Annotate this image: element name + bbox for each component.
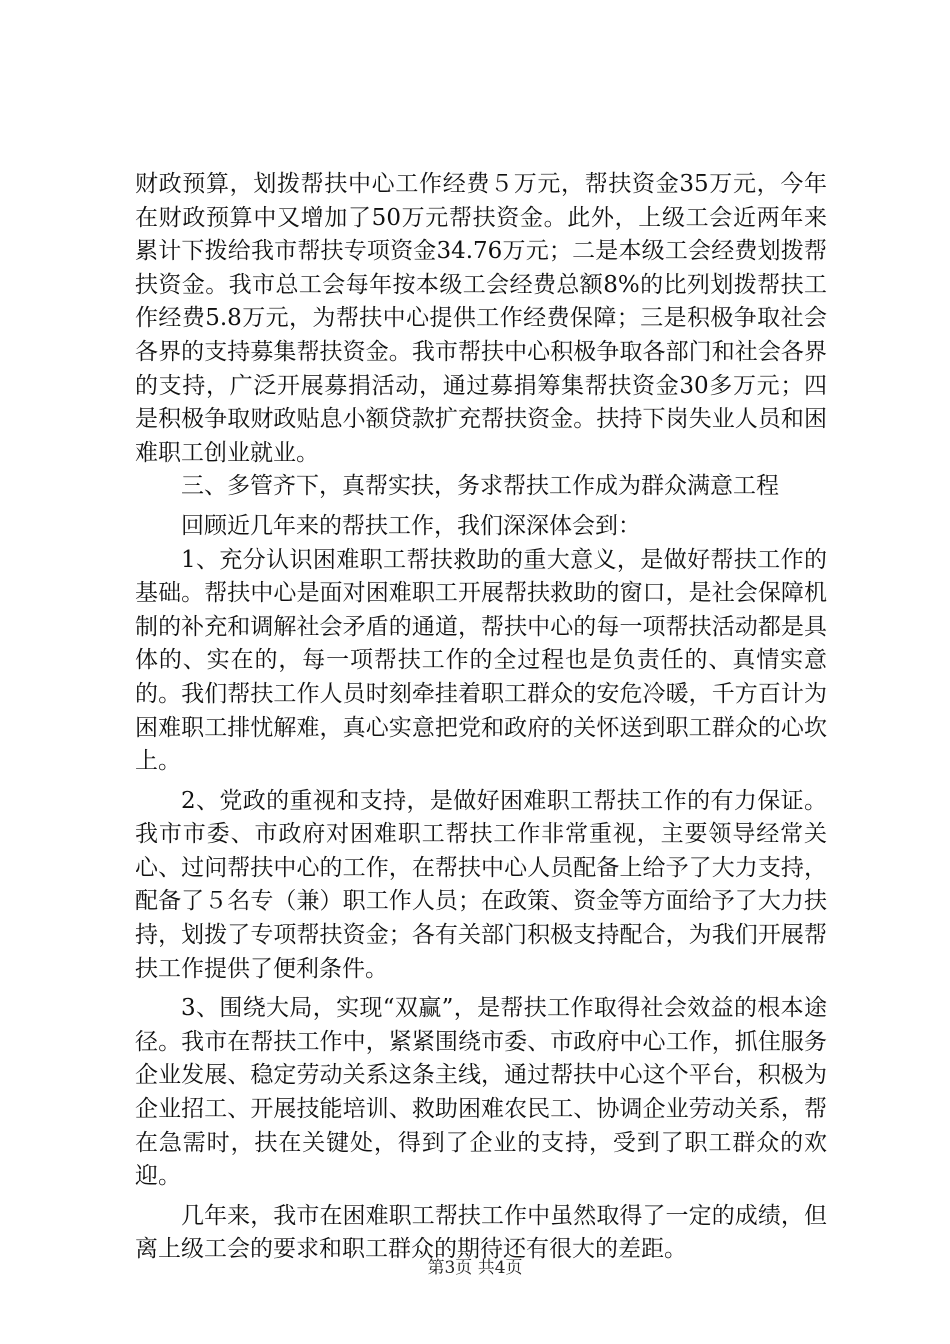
paragraph-conclusion: 几年来，我市在困难职工帮扶工作中虽然取得了一定的成绩，但离上级工会的要求和职工群众的期待还有很大的差距。 (135, 1202, 827, 1263)
paragraph-point-two: 2、党政的重视和支持，是做好困难职工帮扶工作的有力保证。我市市委、市政府对困难职工帮扶工作非常重视，主要领导经常关心、过问帮扶中心的工作，在帮扶中心人员配备上给予了大力支持，配备了５名专（兼）职工作人员；在政策、资金等方面给予了大力扶持，划拨了专项帮扶资金；各有关部门积极支持配合，为我们开展帮扶工作提供了便利条件。 (135, 787, 827, 982)
paragraph-point-three: 3、围绕大局，实现“双赢”，是帮扶工作取得社会效益的根本途径。我市在帮扶工作中，紧紧围绕市委、市政府中心工作，抓住服务企业发展、稳定劳动关系这条主线，通过帮扶中心这个平台，积极为企业招工、开展技能培训、救助困难农民工、协调企业劳动关系，帮在急需时，扶在关键处，得到了企业的支持，受到了职工群众的欢迎。 (135, 995, 827, 1190)
paragraph-point-one: 1、充分认识困难职工帮扶救助的重大意义，是做好帮扶工作的基础。帮扶中心是面对困难职工开展帮扶救助的窗口，是社会保障机制的补充和调解社会矛盾的通道，帮扶中心的每一项帮扶活动都是具体的、实在的，每一项帮扶工作的全过程也是负责任的、真情实意的。我们帮扶工作人员时刻牵挂着职工群众的安危冷暖，千方百计为困难职工排忧解难，真心实意把党和政府的关怀送到职工群众的心坎上。 (135, 546, 827, 775)
paragraph-funding-sources: 财政预算，划拨帮扶中心工作经费５万元，帮扶资金35万元，今年在财政预算中又增加了50万元帮扶资金。此外，上级工会近两年来累计下拨给我市帮扶专项资金34.76万元；二是本级工会经费划拨帮扶资金。我市总工会每年按本级工会经费总额8%的比列划拨帮扶工作经费5.8万元，为帮扶中心提供工作经费保障；三是积极争取社会各界的支持募集帮扶资金。我市帮扶中心积极争取各部门和社会各界的支持，广泛开展募捐活动，通过募捐筹集帮扶资金30多万元；四是积极争取财政贴息小额贷款扩充帮扶资金。扶持下岗失业人员和困难职工创业就业。 (135, 171, 827, 466)
section-heading-three: 三、多管齐下，真帮实扶，务求帮扶工作成为群众满意工程 (181, 473, 779, 500)
paragraph-review-intro: 回顾近几年来的帮扶工作，我们深深体会到： (181, 512, 641, 539)
document-body (135, 168, 827, 1267)
page-footer: 第3页 共4页 (427, 1258, 523, 1278)
